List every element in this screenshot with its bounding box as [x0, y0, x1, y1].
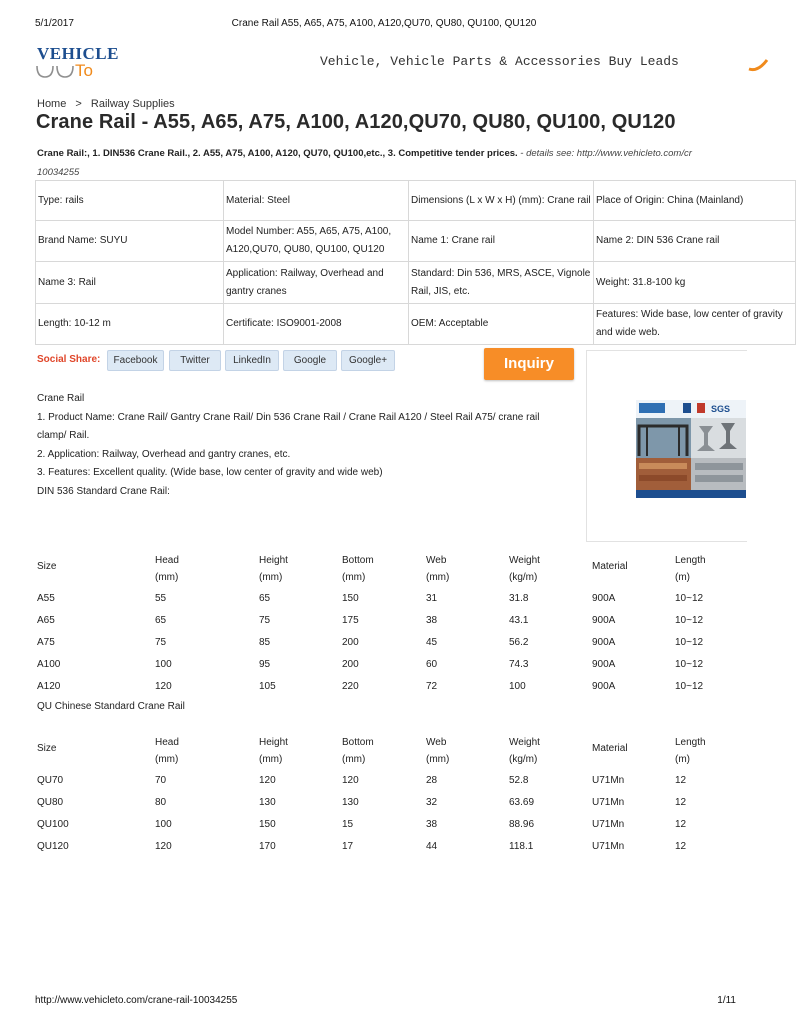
- description-line: 3. Features: Excellent quality. (Wide base, low center of gravity and wide web): [37, 467, 383, 478]
- specifications-table: [35, 180, 783, 345]
- table-cell: 38: [426, 819, 438, 830]
- table-cell: 17: [342, 841, 354, 852]
- product-summary: [37, 144, 735, 182]
- table-cell: A100: [37, 659, 61, 670]
- table-cell: 900A: [592, 637, 616, 648]
- table-cell: QU100: [37, 819, 69, 830]
- table-cell: 12: [675, 841, 687, 852]
- table-cell: 12: [675, 819, 687, 830]
- column-header-size: Size: [37, 743, 57, 754]
- product-image[interactable]: [587, 351, 747, 541]
- table-cell: 175: [342, 615, 359, 626]
- table-cell: 200: [342, 659, 359, 670]
- table-cell: 100: [155, 659, 172, 670]
- table-cell: QU80: [37, 797, 64, 808]
- spec-cell: Dimensions (L x W x H) (mm): Crane rail: [409, 181, 594, 221]
- logo-wordmark: VEHICLE: [37, 44, 119, 63]
- table-cell: 900A: [592, 615, 616, 626]
- table-cell: 38: [426, 615, 438, 626]
- table-cell: 56.2: [509, 637, 529, 648]
- logo-suffix: To: [75, 61, 93, 80]
- breadcrumb-home[interactable]: Home: [37, 98, 67, 110]
- table-cell: U71Mn: [592, 797, 625, 808]
- column-header-weight: Weight (kg/m): [509, 555, 540, 583]
- breadcrumb-current[interactable]: Railway Supplies: [90, 98, 175, 110]
- table-cell: 74.3: [509, 659, 529, 670]
- spec-cell: Length: 10-12 m: [36, 304, 224, 345]
- table-cell: 120: [342, 775, 359, 786]
- table-cell: QU120: [37, 841, 69, 852]
- table-cell: 28: [426, 775, 438, 786]
- inquiry-button[interactable]: Inquiry: [484, 348, 574, 380]
- orange-swoosh-icon: [748, 58, 768, 72]
- table-cell: 88.96: [509, 819, 535, 830]
- column-header-material: Material: [592, 561, 628, 572]
- summary-details-cont: 10034255: [37, 167, 80, 178]
- table-cell: QU70: [37, 775, 64, 786]
- table-cell: 31.8: [509, 593, 529, 604]
- table-cell: 200: [342, 637, 359, 648]
- share-linkedin-button[interactable]: LinkedIn: [225, 350, 279, 371]
- table-cell: A55: [37, 593, 55, 604]
- table-cell: 44: [426, 841, 438, 852]
- column-header-material: Material: [592, 743, 628, 754]
- table-cell: 118.1: [509, 841, 534, 852]
- spec-cell: Model Number: A55, A65, A75, A100, A120,QU70, QU80, QU100, QU120: [224, 221, 409, 262]
- spec-row: [36, 304, 796, 345]
- table-cell: 12: [675, 775, 687, 786]
- table-row: [37, 589, 737, 611]
- table-cell: 55: [155, 593, 167, 604]
- qu-section-label: QU Chinese Standard Crane Rail: [37, 701, 185, 712]
- column-header-height: Height (mm): [259, 737, 288, 765]
- spec-cell: Weight: 31.8-100 kg: [594, 262, 796, 304]
- table-cell: 12: [675, 797, 687, 808]
- table-cell: U71Mn: [592, 819, 625, 830]
- summary-highlights: Crane Rail:, 1. DIN536 Crane Rail., 2. A55, A75, A100, A120, QU70, QU100,etc., 3. Competitive tender prices.: [37, 148, 518, 159]
- product-description: [37, 390, 557, 501]
- table-cell: U71Mn: [592, 841, 625, 852]
- site-logo[interactable]: [35, 44, 119, 80]
- spec-row: [36, 221, 796, 262]
- table-cell: 130: [342, 797, 359, 808]
- share-twitter-button[interactable]: Twitter: [169, 350, 221, 371]
- share-googleplus-button[interactable]: Google+: [341, 350, 395, 371]
- table-row: [37, 771, 737, 793]
- column-header-size: Size: [37, 561, 57, 572]
- product-image-frame: [586, 350, 747, 542]
- table-cell: 130: [259, 797, 276, 808]
- table-cell: 120: [259, 775, 276, 786]
- site-tagline: Vehicle, Vehicle Parts & Accessories Buy Leads: [320, 54, 679, 69]
- table-cell: 32: [426, 797, 438, 808]
- description-line: 2. Application: Railway, Overhead and gantry cranes, etc.: [37, 448, 291, 460]
- table-row: [37, 793, 737, 815]
- table-cell: 900A: [592, 593, 616, 604]
- table-cell: 10~12: [675, 681, 704, 692]
- description-line: DIN 536 Standard Crane Rail:: [37, 485, 170, 497]
- table-cell: A65: [37, 615, 55, 626]
- table-cell: 31: [426, 593, 438, 604]
- print-header: [0, 18, 768, 32]
- table-row: [37, 837, 737, 859]
- site-header: [35, 44, 768, 84]
- print-date: 5/1/2017: [35, 18, 74, 29]
- table-cell: 85: [259, 637, 271, 648]
- table-cell: 65: [259, 593, 271, 604]
- column-header-web: Web (mm): [426, 555, 450, 583]
- table-cell: 63.69: [509, 797, 535, 808]
- table-cell: A120: [37, 681, 61, 692]
- din536-table: [37, 547, 737, 699]
- table-cell: 100: [509, 681, 526, 692]
- description-line: Crane Rail: [37, 393, 85, 404]
- spec-row: [36, 181, 796, 221]
- table-cell: 10~12: [675, 593, 704, 604]
- column-header-height: Height (mm): [259, 555, 288, 583]
- social-share-label: Social Share:: [37, 354, 101, 365]
- description-line: 1. Product Name: Crane Rail/ Gantry Crane Rail/ Din 536 Crane Rail / Crane Rail A120 / Steel Rail A75/ crane rail clamp/ Rail.: [37, 411, 540, 441]
- table-cell: 80: [155, 797, 167, 808]
- column-header-length: Length (m): [675, 555, 706, 583]
- table-header-row: [37, 729, 737, 771]
- print-title: Crane Rail A55, A65, A75, A100, A120,QU70, QU80, QU100, QU120: [231, 18, 537, 29]
- breadcrumb: [37, 98, 181, 110]
- table-cell: 100: [155, 819, 172, 830]
- spec-cell: OEM: Acceptable: [409, 304, 594, 345]
- column-header-head: Head (mm): [155, 737, 179, 765]
- spec-cell: Certificate: ISO9001-2008: [224, 304, 409, 345]
- page-number: 1/11: [717, 995, 736, 1006]
- table-cell: 120: [155, 681, 172, 692]
- table-cell: 170: [259, 841, 276, 852]
- table-cell: 900A: [592, 681, 616, 692]
- breadcrumb-separator: >: [75, 98, 82, 110]
- column-header-head: Head (mm): [155, 555, 179, 583]
- table-cell: 45: [426, 637, 438, 648]
- print-footer: [0, 995, 768, 1009]
- table-cell: 65: [155, 615, 167, 626]
- qu-table: [37, 729, 737, 859]
- table-cell: U71Mn: [592, 775, 625, 786]
- table-cell: 900A: [592, 659, 616, 670]
- spec-cell: Application: Railway, Overhead and gantry cranes: [224, 262, 409, 304]
- table-cell: 10~12: [675, 615, 704, 626]
- table-row: [37, 611, 737, 633]
- share-google-button[interactable]: Google: [283, 350, 337, 371]
- table-cell: 43.1: [509, 615, 529, 626]
- column-header-web: Web (mm): [426, 737, 450, 765]
- sgs-badge: SGS: [711, 404, 731, 414]
- spec-row: [36, 262, 796, 304]
- spec-cell: Features: Wide base, low center of gravity and wide web.: [594, 304, 796, 345]
- table-row: [37, 655, 737, 677]
- table-cell: 150: [342, 593, 359, 604]
- spec-cell: Name 3: Rail: [36, 262, 224, 304]
- spec-cell: Standard: Din 536, MRS, ASCE, Vignole Rail, JIS, etc.: [409, 262, 594, 304]
- column-header-bottom: Bottom (mm): [342, 555, 374, 583]
- table-cell: 150: [259, 819, 276, 830]
- table-cell: 75: [259, 615, 271, 626]
- summary-details-link[interactable]: - details see: http://www.vehicleto.com/cr: [517, 148, 692, 159]
- table-cell: 105: [259, 681, 276, 692]
- column-header-length: Length (m): [675, 737, 706, 765]
- table-row: [37, 815, 737, 837]
- column-header-weight: Weight (kg/m): [509, 737, 540, 765]
- spec-cell: Name 2: DIN 536 Crane rail: [594, 221, 796, 262]
- table-row: [37, 633, 737, 655]
- page-url: http://www.vehicleto.com/crane-rail-10034255: [35, 995, 238, 1006]
- table-cell: 75: [155, 637, 167, 648]
- table-cell: 15: [342, 819, 354, 830]
- table-header-row: [37, 547, 737, 589]
- table-row: [37, 677, 737, 699]
- spec-cell: Name 1: Crane rail: [409, 221, 594, 262]
- logo-wheels-icon: [35, 61, 115, 79]
- table-cell: 120: [155, 841, 172, 852]
- spec-cell: Material: Steel: [224, 181, 409, 221]
- spec-cell: Place of Origin: China (Mainland): [594, 181, 796, 221]
- table-cell: 10~12: [675, 659, 704, 670]
- spec-cell: Type: rails: [36, 181, 224, 221]
- column-header-bottom: Bottom (mm): [342, 737, 374, 765]
- table-cell: 60: [426, 659, 438, 670]
- page-title: Crane Rail - A55, A65, A75, A100, A120,QU70, QU80, QU100, QU120: [36, 111, 676, 133]
- table-cell: 95: [259, 659, 271, 670]
- table-cell: 52.8: [509, 775, 529, 786]
- table-cell: 10~12: [675, 637, 704, 648]
- share-facebook-button[interactable]: Facebook: [107, 350, 164, 371]
- spec-cell: Brand Name: SUYU: [36, 221, 224, 262]
- table-cell: 72: [426, 681, 438, 692]
- table-cell: 220: [342, 681, 359, 692]
- table-cell: 70: [155, 775, 167, 786]
- table-cell: A75: [37, 637, 55, 648]
